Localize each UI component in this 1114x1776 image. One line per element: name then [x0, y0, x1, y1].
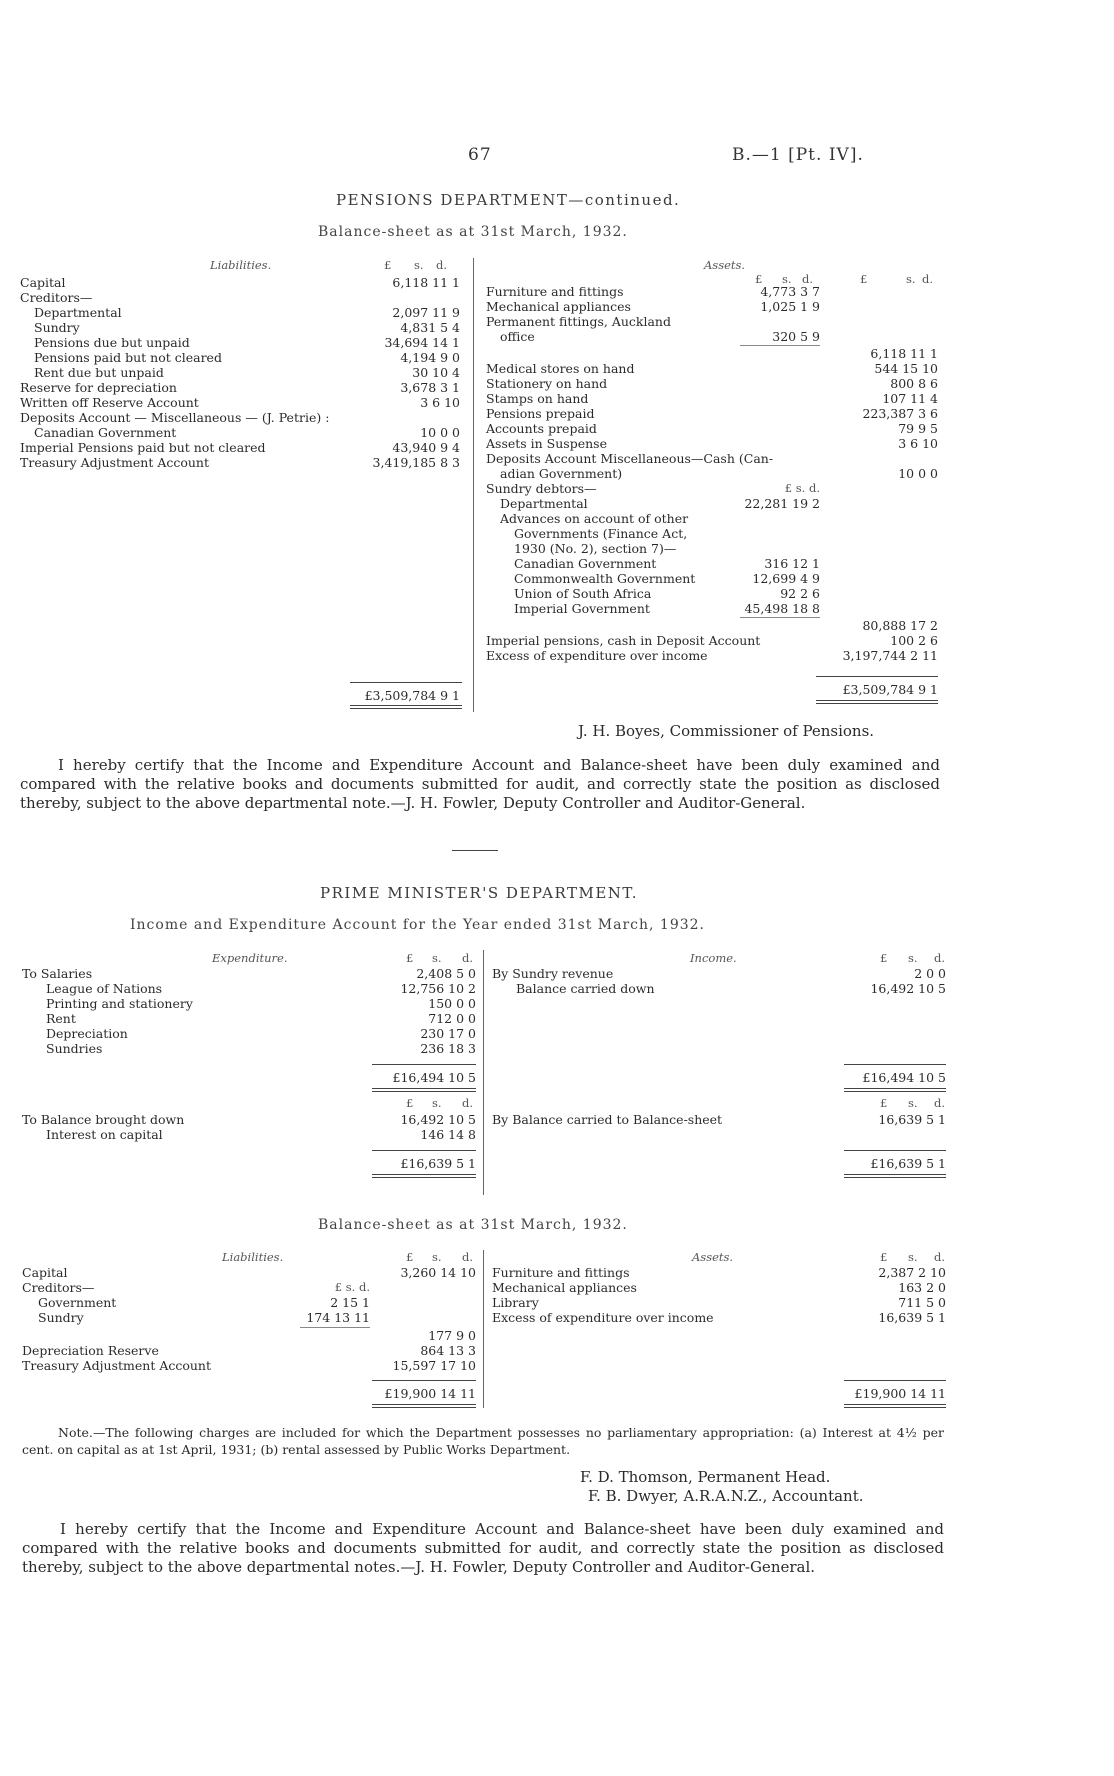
- asset-sub-amount: 12,699 4 9: [752, 571, 820, 586]
- liability-amount: 10 0 0: [420, 425, 460, 440]
- asset-label: Accounts prepaid: [486, 421, 597, 436]
- liability-label: Canadian Government: [34, 425, 177, 440]
- currency-shilling: s.: [432, 951, 442, 965]
- income-label: By Sundry revenue: [492, 966, 614, 981]
- currency-shilling: s.: [432, 1250, 442, 1264]
- currency-pound: £: [860, 272, 868, 286]
- asset-label: Stationery on hand: [486, 376, 608, 391]
- expenditure-label: Sundries: [46, 1041, 103, 1056]
- asset-label: adian Government): [500, 466, 623, 481]
- pensions-assets-heading: Assets.: [704, 258, 746, 272]
- asset-label: Assets in Suspense: [486, 436, 607, 451]
- asset-amount: 80,888 17 2: [862, 618, 938, 633]
- liability-label: Rent due but unpaid: [34, 365, 164, 380]
- pensions-signature: J. H. Boyes, Commissioner of Pensions.: [578, 722, 875, 740]
- currency-shilling: s.: [908, 1096, 918, 1110]
- currency-pound: £: [406, 1096, 414, 1110]
- currency-shilling: s.: [432, 1096, 442, 1110]
- expenditure-total: £16,494 10 5: [392, 1070, 476, 1085]
- asset-label: Permanent fittings, Auckland: [486, 314, 671, 329]
- pm-asset-amount: 163 2 0: [898, 1280, 946, 1295]
- liability-amount: 43,940 9 4: [392, 440, 460, 455]
- asset-label: Sundry debtors—: [486, 481, 597, 496]
- pm-asset-label: Library: [492, 1295, 539, 1310]
- pm-assets-total: £19,900 14 11: [854, 1386, 946, 1401]
- pm-liability-amount: 177 9 0: [428, 1328, 476, 1343]
- expenditure-amount: 712 0 0: [428, 1011, 476, 1026]
- asset-amount: 10 0 0: [898, 466, 938, 481]
- pm-liabilities-heading: Liabilities.: [222, 1250, 284, 1264]
- asset-label: Imperial pensions, cash in Deposit Account: [486, 633, 761, 648]
- expenditure-label: League of Nations: [46, 981, 163, 996]
- asset-sub-amount: 4,773 3 7: [760, 284, 820, 299]
- expenditure-amount: 12,756 10 2: [400, 981, 476, 996]
- expenditure-total: £16,639 5 1: [400, 1156, 476, 1171]
- pm-signature-permanent-head: F. D. Thomson, Permanent Head.: [580, 1468, 831, 1486]
- pm-liability-label: Creditors—: [22, 1280, 95, 1295]
- page-reference: B.—1 [Pt. IV].: [732, 145, 864, 165]
- pm-asset-label: Furniture and fittings: [492, 1265, 630, 1280]
- asset-label: Pensions prepaid: [486, 406, 595, 421]
- liability-label: Pensions paid but not cleared: [34, 350, 222, 365]
- currency-pence: d.: [934, 951, 946, 965]
- income-label: Balance carried down: [516, 981, 655, 996]
- asset-amount: 223,387 3 6: [862, 406, 938, 421]
- liability-label: Imperial Pensions paid but not cleared: [20, 440, 266, 455]
- asset-amount: 6,118 11 1: [870, 346, 938, 361]
- pm-liability-label: Capital: [22, 1265, 68, 1280]
- pm-dept-title: PRIME MINISTER'S DEPARTMENT.: [320, 884, 638, 902]
- pm-asset-label: Mechanical appliances: [492, 1280, 637, 1295]
- expenditure-label: Rent: [46, 1011, 76, 1026]
- expenditure-amount: 230 17 0: [420, 1026, 476, 1041]
- currency-pence: d.: [934, 1250, 946, 1264]
- expenditure-label: To Salaries: [22, 966, 93, 981]
- currency-shilling: s.: [906, 272, 916, 286]
- liability-amount: 2,097 11 9: [392, 305, 460, 320]
- asset-amount: 800 8 6: [890, 376, 938, 391]
- currency-pence: d.: [462, 1096, 474, 1110]
- asset-label: Medical stores on hand: [486, 361, 635, 376]
- pm-liability-amount: 15,597 17 10: [392, 1358, 476, 1373]
- asset-label: office: [500, 329, 535, 344]
- expenditure-amount: 236 18 3: [420, 1041, 476, 1056]
- liability-amount: 3 6 10: [420, 395, 460, 410]
- currency-pound: £: [406, 951, 414, 965]
- asset-label: Departmental: [500, 496, 588, 511]
- liability-label: Pensions due but unpaid: [34, 335, 190, 350]
- asset-sub-amount: 22,281 19 2: [744, 496, 820, 511]
- liability-label: Reserve for depreciation: [20, 380, 177, 395]
- expenditure-label: To Balance brought down: [22, 1112, 185, 1127]
- asset-label: Imperial Government: [514, 601, 650, 616]
- asset-sub-amount: 1,025 1 9: [760, 299, 820, 314]
- liability-label: Deposits Account — Miscellaneous — (J. Petrie) :: [20, 410, 330, 425]
- asset-label: Stamps on hand: [486, 391, 589, 406]
- liability-amount: 4,194 9 0: [400, 350, 460, 365]
- asset-sub-currency: £ s. d.: [784, 481, 820, 495]
- pm-asset-amount: 16,639 5 1: [878, 1310, 946, 1325]
- pm-bs-title: Balance-sheet as at 31st March, 1932.: [318, 1217, 628, 1233]
- pensions-auditor-certificate: I hereby certify that the Income and Expenditure Account and Balance-sheet have been duly examined and compared with the relative books and documents submitted for audit, and correctly state the position as disclosed thereby, subject to the above departmental note.—J. H. Fowler, Deputy Controller and Auditor-General.: [20, 756, 940, 812]
- asset-label: 1930 (No. 2), section 7)—: [514, 541, 677, 556]
- asset-label: Advances on account of other: [500, 511, 689, 526]
- asset-amount: 3 6 10: [898, 436, 938, 451]
- currency-pound: £: [880, 1250, 888, 1264]
- currency-pence: d.: [436, 258, 448, 272]
- pm-liability-label: Treasury Adjustment Account: [22, 1358, 212, 1373]
- currency-pence: d.: [922, 272, 934, 286]
- asset-sub-amount: 316 12 1: [764, 556, 820, 571]
- pm-asset-amount: 711 5 0: [898, 1295, 946, 1310]
- asset-label: Union of South Africa: [514, 586, 652, 601]
- currency-pence: d.: [462, 1250, 474, 1264]
- asset-label: Deposits Account Miscellaneous—Cash (Can-: [486, 451, 774, 466]
- asset-amount: 107 11 4: [882, 391, 938, 406]
- asset-label: Canadian Government: [514, 556, 657, 571]
- expenditure-label: Depreciation: [46, 1026, 128, 1041]
- asset-label: Commonwealth Government: [514, 571, 696, 586]
- currency-pence: d.: [934, 1096, 946, 1110]
- currency-pound: £: [880, 1096, 888, 1110]
- liability-label: Treasury Adjustment Account: [20, 455, 210, 470]
- income-amount: 16,639 5 1: [878, 1112, 946, 1127]
- pm-assets-heading: Assets.: [692, 1250, 734, 1264]
- liability-label: Departmental: [34, 305, 122, 320]
- income-total: £16,639 5 1: [870, 1156, 946, 1171]
- asset-label: Governments (Finance Act,: [514, 526, 688, 541]
- assets-total: £3,509,784 9 1: [842, 682, 938, 697]
- currency-shilling: s.: [414, 258, 424, 272]
- income-amount: 16,492 10 5: [870, 981, 946, 996]
- liability-amount: 3,419,185 8 3: [372, 455, 460, 470]
- pm-signature-accountant: F. B. Dwyer, A.R.A.N.Z., Accountant.: [588, 1487, 864, 1505]
- pm-asset-label: Excess of expenditure over income: [492, 1310, 714, 1325]
- pensions-liabilities-heading: Liabilities.: [210, 258, 272, 272]
- asset-sub-amount: 92 2 6: [780, 586, 820, 601]
- page-number: 67: [468, 145, 492, 165]
- asset-amount: 3,197,744 2 11: [842, 648, 938, 663]
- currency-pence: d.: [462, 951, 474, 965]
- currency-shilling: s.: [908, 951, 918, 965]
- asset-amount: 544 15 10: [874, 361, 938, 376]
- asset-label: Mechanical appliances: [486, 299, 631, 314]
- pm-liability-label: Depreciation Reserve: [22, 1343, 159, 1358]
- currency-pence: d.: [802, 272, 814, 286]
- pm-liability-sub-amount: 174 13 11: [306, 1310, 370, 1325]
- liabilities-total: £3,509,784 9 1: [364, 688, 460, 703]
- expenditure-label: Interest on capital: [46, 1127, 163, 1142]
- pensions-dept-title: PENSIONS DEPARTMENT—continued.: [336, 191, 681, 209]
- asset-amount: 79 9 5: [898, 421, 938, 436]
- liability-amount: 3,678 3 1: [400, 380, 460, 395]
- pm-asset-amount: 2,387 2 10: [878, 1265, 946, 1280]
- pm-ie-title: Income and Expenditure Account for the Year ended 31st March, 1932.: [130, 917, 705, 933]
- pm-liability-amount: 864 13 3: [420, 1343, 476, 1358]
- pensions-bs-title: Balance-sheet as at 31st March, 1932.: [318, 224, 628, 240]
- liability-label: Creditors—: [20, 290, 93, 305]
- pm-liability-label: Sundry: [38, 1310, 84, 1325]
- liability-amount: 30 10 4: [412, 365, 460, 380]
- expenditure-label: Printing and stationery: [46, 996, 193, 1011]
- currency-pound: £: [384, 258, 392, 272]
- currency-pound: £: [880, 951, 888, 965]
- expenditure-heading: Expenditure.: [212, 951, 288, 965]
- liability-amount: 34,694 14 1: [384, 335, 460, 350]
- income-heading: Income.: [690, 951, 737, 965]
- pm-liability-label: Government: [38, 1295, 117, 1310]
- expenditure-amount: 146 14 8: [420, 1127, 476, 1142]
- liability-label: Sundry: [34, 320, 80, 335]
- pm-liability-sub-amount: 2 15 1: [330, 1295, 370, 1310]
- income-amount: 2 0 0: [914, 966, 946, 981]
- asset-sub-amount: 45,498 18 8: [744, 601, 820, 616]
- pm-note: Note.—The following charges are included for which the Department possesses no parliamentary appropriation: (a) Interest at 4½ per cent. on capital as at 1st April, 1931; (b) rental assessed by Public Works Department.: [22, 1425, 944, 1457]
- expenditure-amount: 150 0 0: [428, 996, 476, 1011]
- pm-auditor-certificate: I hereby certify that the Income and Expenditure Account and Balance-sheet have been duly examined and compared with the relative books and documents submitted for audit, and correctly state the position as disclosed thereby, subject to the above departmental notes.—J. H. Fowler, Deputy Controller and Auditor-General.: [22, 1520, 944, 1576]
- liability-label: Written off Reserve Account: [20, 395, 199, 410]
- pm-liability-sub-currency: £ s. d.: [334, 1280, 370, 1294]
- liability-label: Capital: [20, 275, 66, 290]
- liability-amount: 6,118 11 1: [392, 275, 460, 290]
- asset-amount: 100 2 6: [890, 633, 938, 648]
- asset-sub-amount: 320 5 9: [772, 329, 820, 344]
- income-total: £16,494 10 5: [862, 1070, 946, 1085]
- currency-shilling: s.: [782, 272, 792, 286]
- income-label: By Balance carried to Balance-sheet: [492, 1112, 723, 1127]
- currency-pound: £: [755, 272, 763, 286]
- pm-liabilities-total: £19,900 14 11: [384, 1386, 476, 1401]
- asset-label: Excess of expenditure over income: [486, 648, 708, 663]
- expenditure-amount: 2,408 5 0: [416, 966, 476, 981]
- asset-label: Furniture and fittings: [486, 284, 624, 299]
- pm-liability-amount: 3,260 14 10: [400, 1265, 476, 1280]
- currency-shilling: s.: [908, 1250, 918, 1264]
- liability-amount: 4,831 5 4: [400, 320, 460, 335]
- expenditure-amount: 16,492 10 5: [400, 1112, 476, 1127]
- currency-pound: £: [406, 1250, 414, 1264]
